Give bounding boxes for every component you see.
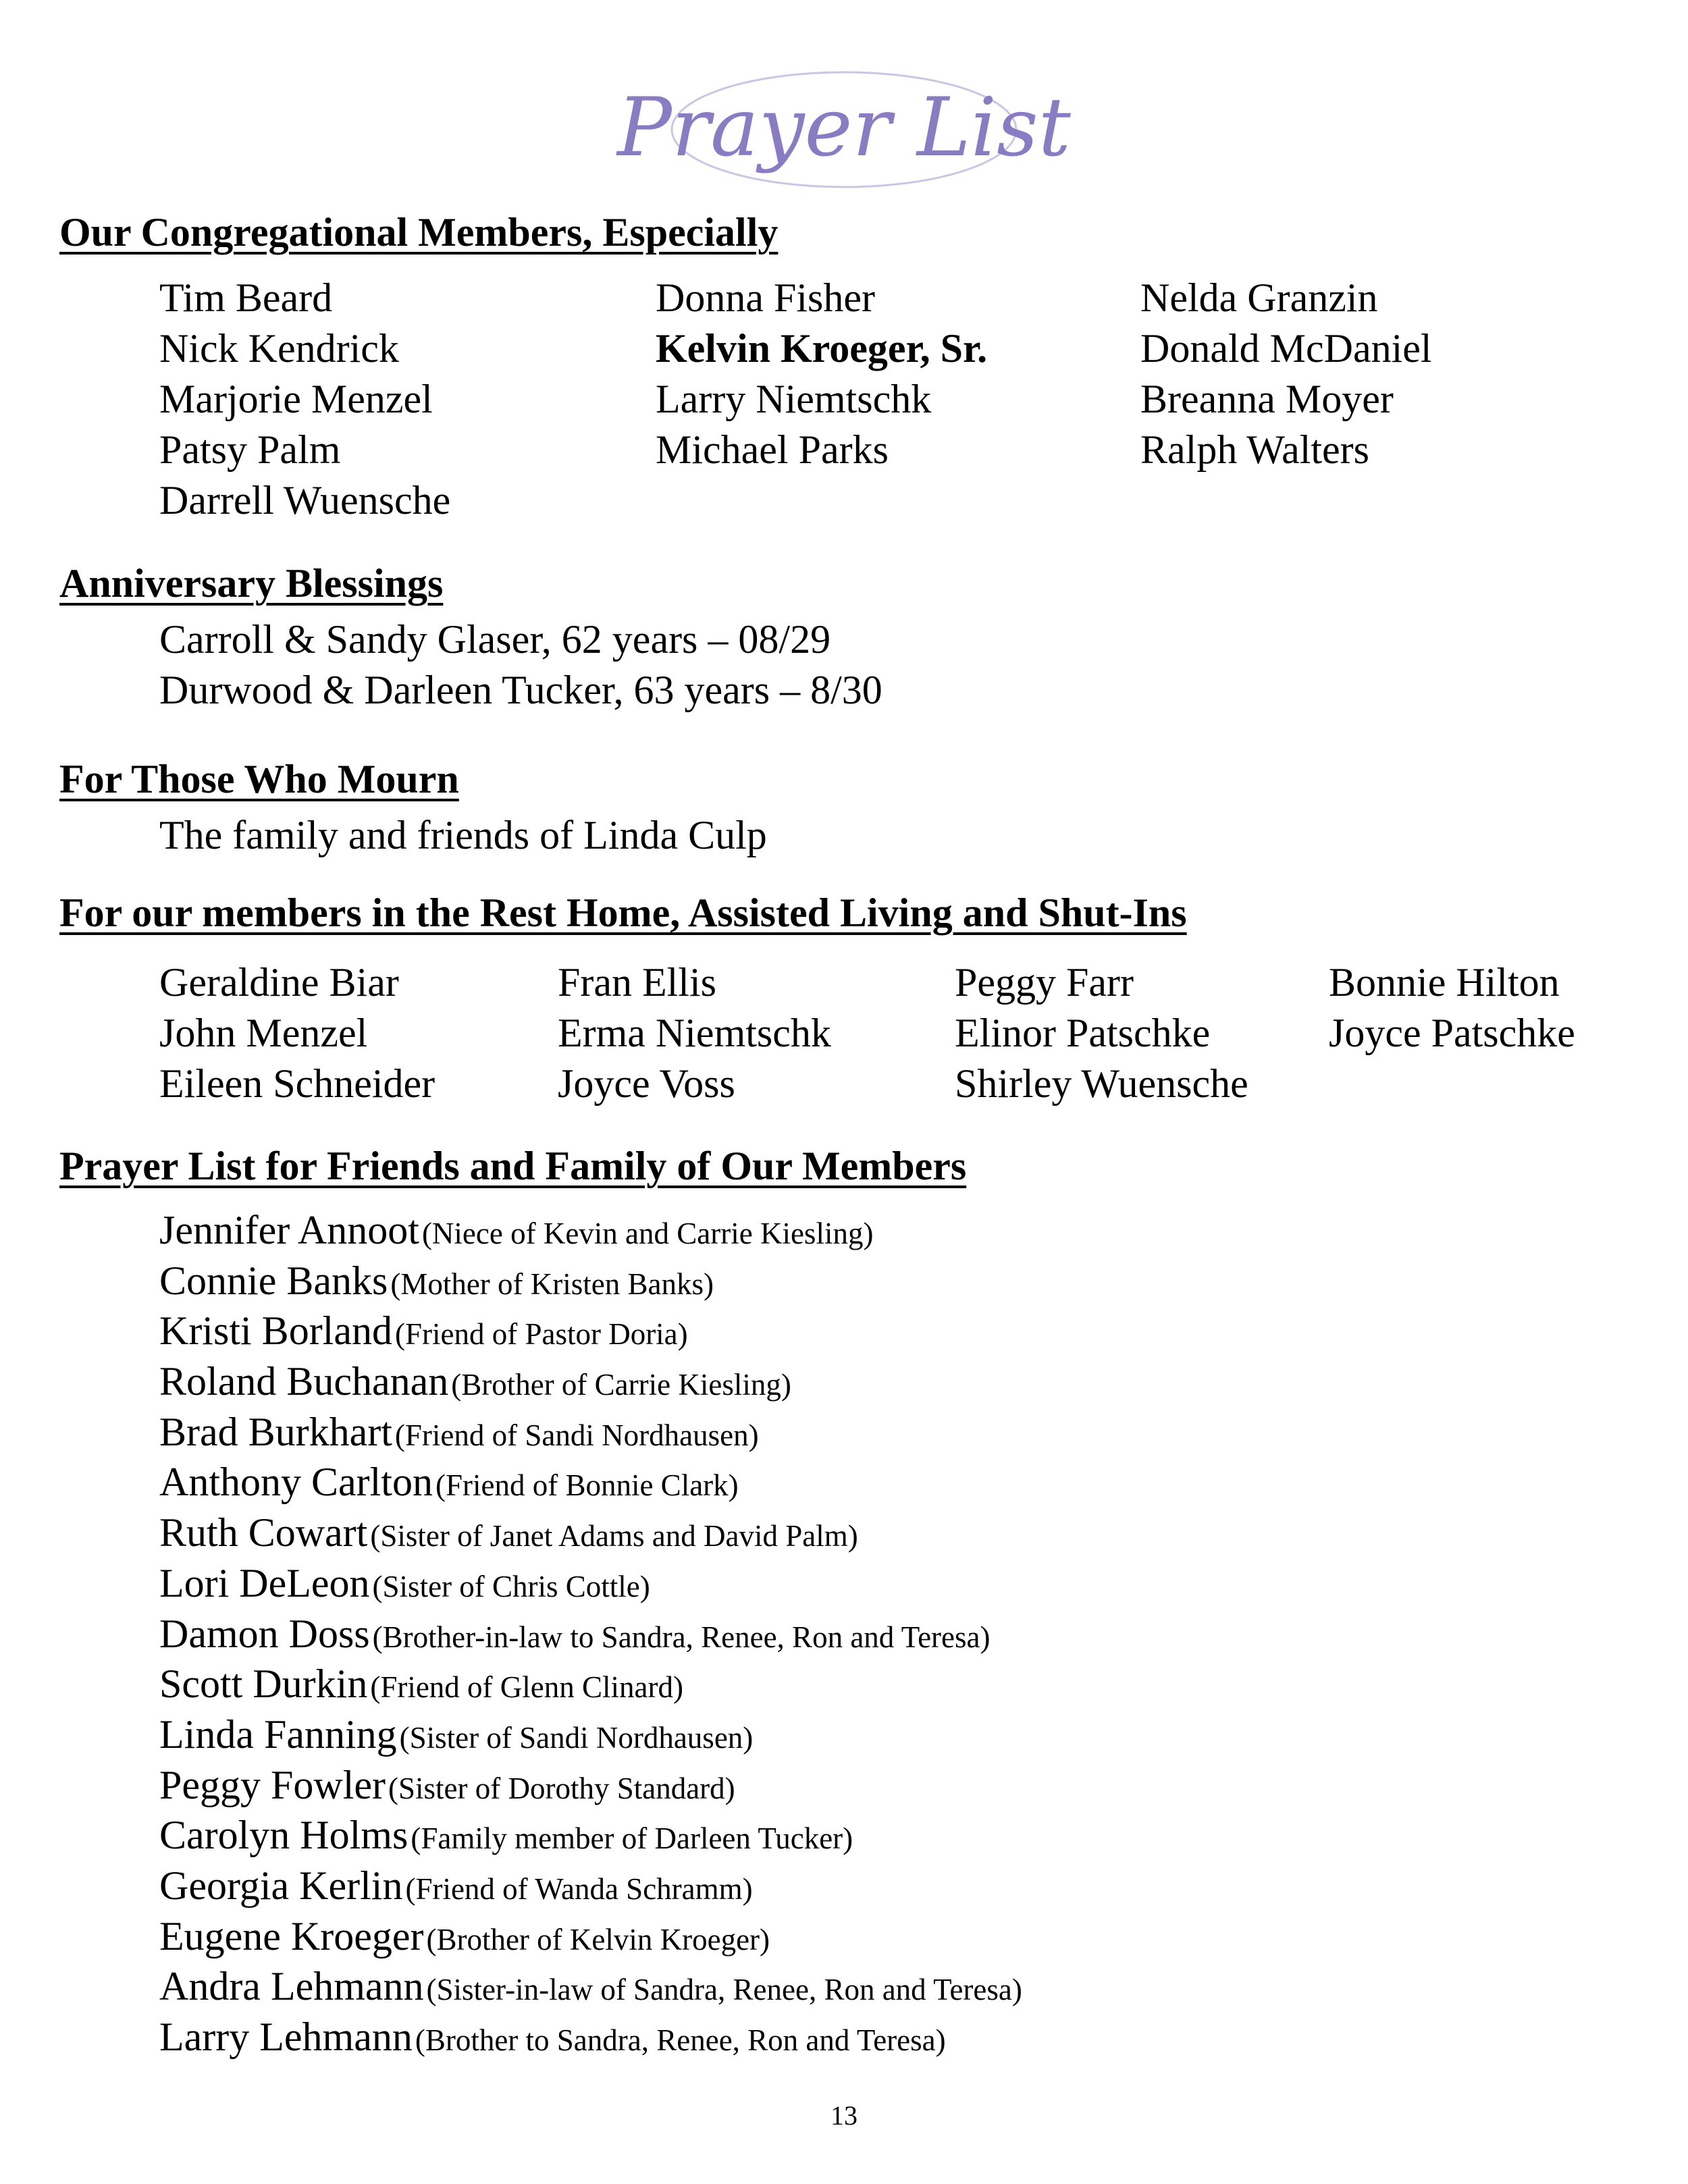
member-name: Nick Kendrick: [159, 326, 399, 371]
member-name: Ralph Walters: [1140, 427, 1369, 472]
friend-entry: [159, 1457, 1022, 1508]
member-name: Patsy Palm: [159, 427, 341, 472]
prayer-list-logo-art: [617, 54, 1071, 206]
member-name: Larry Niemtschk: [656, 377, 932, 421]
friend-relation: (Sister of Chris Cottle): [372, 1569, 650, 1603]
friend-relation: (Brother of Carrie Kiesling): [451, 1368, 791, 1402]
friend-name: Roland Buchanan: [159, 1359, 449, 1404]
member-name: Nelda Granzin: [1140, 275, 1378, 320]
friend-relation: (Sister of Dorothy Standard): [388, 1771, 735, 1805]
logo-text: Prayer List: [617, 81, 1071, 175]
friend-entry: [159, 1356, 1022, 1407]
member-name: Breanna Moyer: [1140, 377, 1394, 421]
member-name: Geraldine Biar: [159, 960, 399, 1005]
friend-relation: (Friend of Sandi Nordhausen): [394, 1418, 759, 1452]
friend-relation: (Friend of Glenn Clinard): [370, 1670, 683, 1705]
friend-name: Larry Lehmann: [159, 2015, 413, 2059]
friend-name: Andra Lehmann: [159, 1964, 424, 2009]
friend-name: Ruth Cowart: [159, 1510, 368, 1555]
heading-congregational-members: Our Congregational Members, Especially: [59, 210, 779, 255]
friend-entry: [159, 1709, 1022, 1760]
member-name: Kelvin Kroeger, Sr.: [656, 326, 988, 371]
prayer-list-logo: [617, 54, 1071, 206]
member-name: Shirley Wuensche: [955, 1061, 1248, 1106]
heading-rest-home: For our members in the Rest Home, Assisted Living and Shut-Ins: [59, 890, 1187, 935]
member-name: Erma Niemtschk: [558, 1011, 831, 1055]
friend-name: Eugene Kroeger: [159, 1913, 424, 1959]
member-name: Michael Parks: [656, 427, 889, 472]
friend-relation: (Family member of Darleen Tucker): [411, 1821, 853, 1856]
member-name: Marjorie Menzel: [159, 377, 433, 421]
member-name: Fran Ellis: [558, 960, 716, 1005]
member-name: Eileen Schneider: [159, 1061, 436, 1106]
member-name: John Menzel: [159, 1011, 368, 1055]
page-number: 13: [830, 2100, 858, 2131]
mourn-list: [159, 810, 767, 861]
heading-friends-family: Prayer List for Friends and Family of Our Members: [59, 1144, 967, 1188]
anniversary-list: [159, 614, 882, 716]
friend-entry: [159, 1508, 1022, 1558]
friend-relation: (Niece of Kevin and Carrie Kiesling): [421, 1217, 874, 1250]
friend-entry: [159, 1911, 1022, 1962]
friend-name: Carolyn Holms: [159, 1813, 408, 1858]
friend-entry: [159, 1961, 1022, 2012]
friend-name: Georgia Kerlin: [159, 1863, 403, 1908]
friend-relation: (Sister of Janet Adams and David Palm): [370, 1519, 858, 1553]
list-item: The family and friends of Linda Culp: [159, 813, 767, 857]
friend-entry: [159, 1558, 1022, 1609]
friend-entry: [159, 1861, 1022, 1911]
friend-name: Jennifer Annoot: [159, 1208, 419, 1252]
friend-name: Brad Burkhart: [159, 1409, 392, 1454]
friend-entry: [159, 1407, 1022, 1458]
friend-relation: (Brother to Sandra, Renee, Ron and Teresa): [415, 2023, 946, 2057]
friend-entry: [159, 1306, 1022, 1356]
member-name: Bonnie Hilton: [1329, 960, 1560, 1005]
friend-entry: [159, 2012, 1022, 2062]
friend-relation: (Friend of Bonnie Clark): [435, 1468, 739, 1503]
list-item: Durwood & Darleen Tucker, 63 years – 8/30: [159, 668, 882, 712]
friend-relation: (Brother of Kelvin Kroeger): [426, 1922, 770, 1956]
friend-name: Kristi Borland: [159, 1308, 392, 1354]
friend-entry: [159, 1609, 1022, 1659]
friend-name: Scott Durkin: [159, 1661, 368, 1707]
list-item: Carroll & Sandy Glaser, 62 years – 08/29: [159, 617, 831, 662]
friend-name: Peggy Fowler: [159, 1762, 386, 1807]
friend-name: Linda Fanning: [159, 1711, 397, 1757]
friend-entry: [159, 1659, 1022, 1709]
friends-family-list: [159, 1205, 1022, 2062]
heading-those-who-mourn: For Those Who Mourn: [59, 757, 459, 801]
member-name: Tim Beard: [159, 275, 333, 320]
heading-anniversary-blessings: Anniversary Blessings: [59, 561, 444, 606]
member-name: Darrell Wuensche: [159, 478, 451, 523]
friend-relation: (Friend of Wanda Schramm): [405, 1871, 753, 1906]
friend-relation: (Sister of Sandi Nordhausen): [399, 1720, 754, 1755]
friend-relation: (Mother of Kristen Banks): [390, 1267, 714, 1301]
member-name: Donald McDaniel: [1140, 326, 1432, 371]
friend-entry: [159, 1810, 1022, 1861]
friend-relation: (Brother-in-law to Sandra, Renee, Ron and Teresa): [372, 1620, 991, 1654]
friend-entry: [159, 1256, 1022, 1306]
member-name: Joyce Voss: [558, 1061, 735, 1106]
friend-relation: (Sister-in-law of Sandra, Renee, Ron and Teresa): [426, 1973, 1022, 2007]
friend-name: Connie Banks: [159, 1258, 388, 1303]
friend-relation: (Friend of Pastor Doria): [394, 1317, 688, 1352]
friend-entry: [159, 1760, 1022, 1811]
member-name: Joyce Patschke: [1329, 1011, 1575, 1055]
friend-name: Lori DeLeon: [159, 1560, 370, 1605]
friend-name: Damon Doss: [159, 1611, 370, 1656]
friend-entry: [159, 1205, 1022, 1256]
member-name: Elinor Patschke: [955, 1011, 1211, 1055]
friend-name: Anthony Carlton: [159, 1460, 433, 1505]
member-name: Peggy Farr: [955, 960, 1134, 1005]
member-name: Donna Fisher: [656, 275, 875, 320]
